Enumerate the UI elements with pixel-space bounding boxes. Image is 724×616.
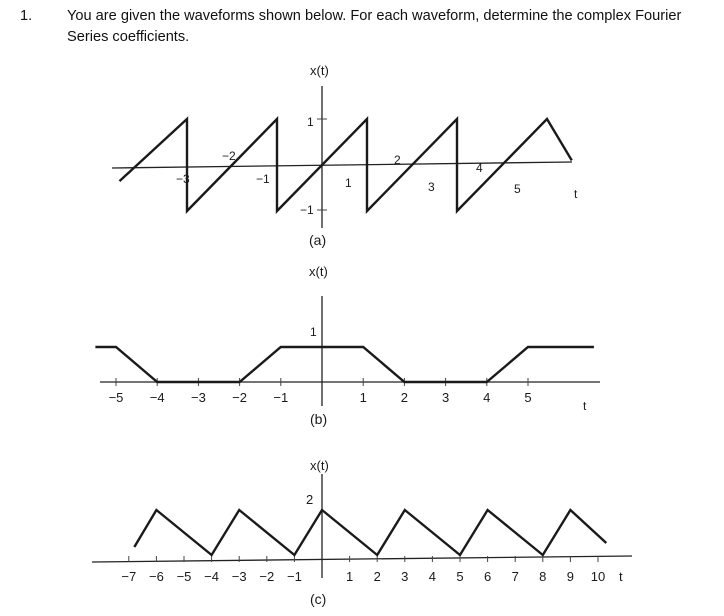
t-tick-label: −7 bbox=[121, 569, 137, 584]
t-tick-label: −3 bbox=[231, 569, 247, 584]
t-axis-label: t bbox=[619, 569, 623, 584]
t-tick-label: 9 bbox=[566, 569, 575, 584]
t-tick-label: 1 bbox=[345, 569, 354, 584]
figure-caption: (b) bbox=[310, 411, 328, 427]
t-tick-label: −5 bbox=[176, 569, 192, 584]
t-tick-label: −1 bbox=[256, 172, 270, 186]
t-tick-label: −3 bbox=[176, 172, 190, 186]
t-tick-label: 6 bbox=[483, 569, 492, 584]
t-tick-label: 1 bbox=[359, 390, 367, 405]
question-number: 1. bbox=[20, 8, 33, 24]
trapezoid-waveform bbox=[95, 347, 594, 382]
t-tick-label: −4 bbox=[149, 390, 165, 405]
t-tick-label: −3 bbox=[190, 390, 206, 405]
t-tick-label: −2 bbox=[232, 390, 248, 405]
figure-caption: (a) bbox=[309, 232, 327, 248]
y-tick-label: 1 bbox=[307, 115, 314, 129]
waveform-a bbox=[112, 63, 578, 248]
t-tick-label: 3 bbox=[441, 390, 450, 405]
y-tick-label: 1 bbox=[310, 325, 317, 339]
y-axis-label: x(t) bbox=[309, 264, 328, 279]
waveform-c bbox=[92, 458, 632, 607]
t-tick-label: −5 bbox=[108, 390, 124, 405]
t-tick-label: 10 bbox=[590, 569, 606, 584]
t-tick-label: −1 bbox=[286, 569, 302, 584]
t-tick-label: 8 bbox=[539, 569, 547, 584]
t-tick-label: 2 bbox=[373, 569, 381, 584]
y-tick-label: −1 bbox=[300, 203, 314, 217]
t-tick-label: 5 bbox=[524, 390, 532, 405]
t-tick-label: 4 bbox=[476, 161, 483, 175]
y-axis-label: x(t) bbox=[310, 63, 329, 78]
t-tick-label: −1 bbox=[273, 390, 289, 405]
t-tick-label: −6 bbox=[148, 569, 164, 584]
t-axis-label: t bbox=[574, 187, 578, 201]
t-tick-label: −4 bbox=[204, 569, 220, 584]
t-axis bbox=[92, 556, 632, 562]
t-tick-label: −2 bbox=[259, 569, 275, 584]
t-tick-label: −2 bbox=[222, 149, 236, 163]
y-axis-label: x(t) bbox=[310, 458, 329, 473]
question-text: You are given the waveforms shown below. For each waveform, determine the complex Fourier Series coefficients. bbox=[67, 8, 682, 45]
t-tick-label: 4 bbox=[483, 390, 491, 405]
waveform-b bbox=[95, 264, 600, 427]
t-axis-label: t bbox=[583, 399, 587, 413]
t-tick-label: 2 bbox=[400, 390, 409, 405]
figure-caption: (c) bbox=[310, 591, 327, 607]
t-tick-label: 5 bbox=[514, 182, 521, 196]
t-tick-label: 1 bbox=[345, 176, 352, 190]
t-tick-label: 4 bbox=[428, 569, 437, 584]
t-tick-label: 7 bbox=[511, 569, 519, 584]
y-tick-label: 2 bbox=[306, 492, 314, 507]
t-tick-label: 3 bbox=[428, 180, 435, 194]
t-tick-label: 3 bbox=[401, 569, 409, 584]
triangle-waveform bbox=[134, 510, 606, 555]
t-tick-label: 2 bbox=[394, 153, 401, 167]
t-tick-label: 5 bbox=[456, 569, 464, 584]
